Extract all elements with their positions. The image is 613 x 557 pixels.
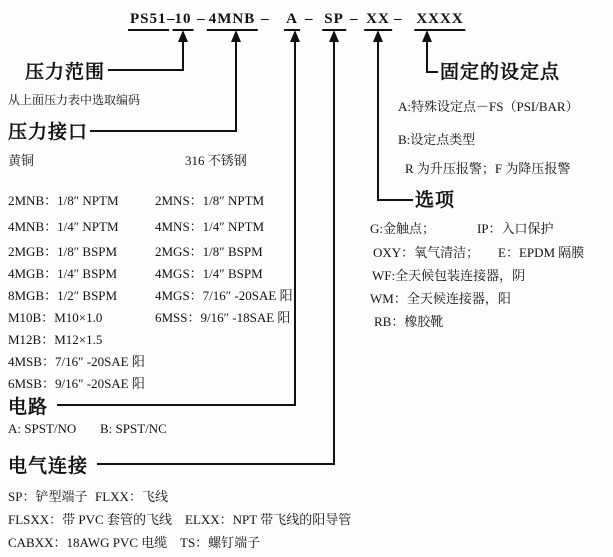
electrical-option-flsxx: FLSXX：带 PVC 套管的飞线 bbox=[8, 512, 172, 527]
option-oxy: OXY：氧气清洁； bbox=[373, 245, 480, 260]
code-separator: – bbox=[197, 11, 206, 27]
port-option-stainless: 4MGS：7/16″ -20SAE 阳 bbox=[155, 288, 293, 303]
code-segment-pressure-port: 4MNB bbox=[207, 11, 258, 31]
code-segment-options: XX bbox=[364, 11, 392, 31]
material-brass-label: 黄铜 bbox=[8, 153, 35, 168]
pressure-range-note: 从上面压力表中选取编码 bbox=[8, 93, 141, 107]
code-separator: – bbox=[394, 11, 403, 27]
electrical-option-flxx: FLXX：飞线 bbox=[95, 489, 168, 504]
port-option-stainless: 4MNS：1/4″ NPTM bbox=[155, 219, 265, 234]
electrical-heading: 电气连接 bbox=[8, 456, 89, 477]
arrow-up-icon bbox=[373, 30, 383, 42]
electrical-option-ts: TS：螺钉端子 bbox=[180, 535, 261, 550]
code-separator: – bbox=[350, 11, 359, 27]
arrow-up-icon bbox=[178, 30, 188, 42]
port-option-brass: M12B：M12×1.5 bbox=[8, 332, 103, 347]
connector-pressure-range bbox=[108, 41, 183, 70]
port-option-brass: 2MGB：1/8″ BSPM bbox=[8, 244, 118, 259]
port-option-brass: 4MSB：7/16″ -20SAE 阳 bbox=[8, 354, 145, 369]
arrow-up-icon bbox=[231, 30, 241, 42]
fixed-setpoint-note-r: R 为升压报警；F 为降压报警 bbox=[405, 161, 571, 176]
code-separator: – bbox=[305, 11, 314, 27]
port-option-brass: 2MNB：1/8″ NPTM bbox=[8, 193, 119, 208]
port-option-brass: 4MNB：1/4″ NPTM bbox=[8, 219, 119, 234]
code-segment-electrical: SP bbox=[322, 11, 346, 31]
port-option-stainless: 2MGS：1/8″ BSPM bbox=[155, 244, 263, 259]
port-option-stainless: 2MNS：1/8″ NPTM bbox=[155, 193, 265, 208]
fixed-setpoint-note-a: A:特殊设定点－FS（PSI/BAR） bbox=[398, 99, 579, 114]
code-segment-series: PS51 bbox=[128, 11, 169, 31]
arrow-up-icon bbox=[422, 30, 432, 42]
port-option-brass: 8MGB：1/2″ BSPM bbox=[8, 288, 118, 303]
circuit-option-a: A: SPST/NO bbox=[8, 421, 77, 436]
electrical-option-elxx: ELXX：NPT 带飞线的阳导管 bbox=[185, 512, 352, 527]
circuit-option-b: B: SPST/NC bbox=[100, 421, 167, 436]
arrow-up-icon bbox=[329, 30, 339, 42]
port-option-stainless: 4MGS：1/4″ BSPM bbox=[155, 266, 263, 281]
code-segment-circuit: A bbox=[284, 11, 300, 31]
port-option-brass: 6MSB：9/16″ -20SAE 阳 bbox=[8, 376, 145, 391]
option-wf: WF:全天候包装连接器，阴 bbox=[372, 268, 526, 283]
electrical-option-cabxx: CABXX：18AWG PVC 电缆 bbox=[8, 535, 168, 550]
option-e: E：EPDM 隔膜 bbox=[498, 245, 585, 260]
electrical-option-sp: SP：铲型端子 bbox=[8, 489, 88, 504]
port-option-brass: M10B：M10×1.0 bbox=[8, 310, 103, 325]
fixed-setpoint-note-b: B:设定点类型 bbox=[398, 132, 476, 147]
code-segment-pressure-range: 10 bbox=[173, 11, 194, 31]
material-stainless-label: 316 不锈钢 bbox=[185, 153, 247, 168]
option-rb: RB：橡胶靴 bbox=[374, 314, 444, 329]
port-option-brass: 4MGB：1/4″ BSPM bbox=[8, 266, 118, 281]
code-separator: – bbox=[167, 11, 176, 27]
fixed-setpoint-heading: 固定的设定点 bbox=[440, 62, 561, 83]
option-g: G:金触点； bbox=[370, 221, 436, 236]
port-option-stainless: 6MSS：9/16″ -18SAE 阳 bbox=[155, 310, 291, 325]
pressure-port-heading: 压力接口 bbox=[8, 122, 89, 143]
option-ip: IP：入口保护 bbox=[477, 221, 554, 236]
option-wm: WM：全天候连接器，阳 bbox=[370, 291, 511, 306]
circuit-heading: 电路 bbox=[8, 397, 49, 418]
code-segment-setpoint: XXXX bbox=[414, 11, 465, 31]
connector-pressure-port bbox=[90, 41, 236, 131]
pressure-range-heading: 压力范围 bbox=[25, 62, 106, 83]
options-heading: 选项 bbox=[415, 190, 456, 211]
connector-fixed-setpoint bbox=[427, 41, 438, 72]
arrow-up-icon bbox=[290, 30, 300, 42]
code-separator: – bbox=[261, 11, 270, 27]
